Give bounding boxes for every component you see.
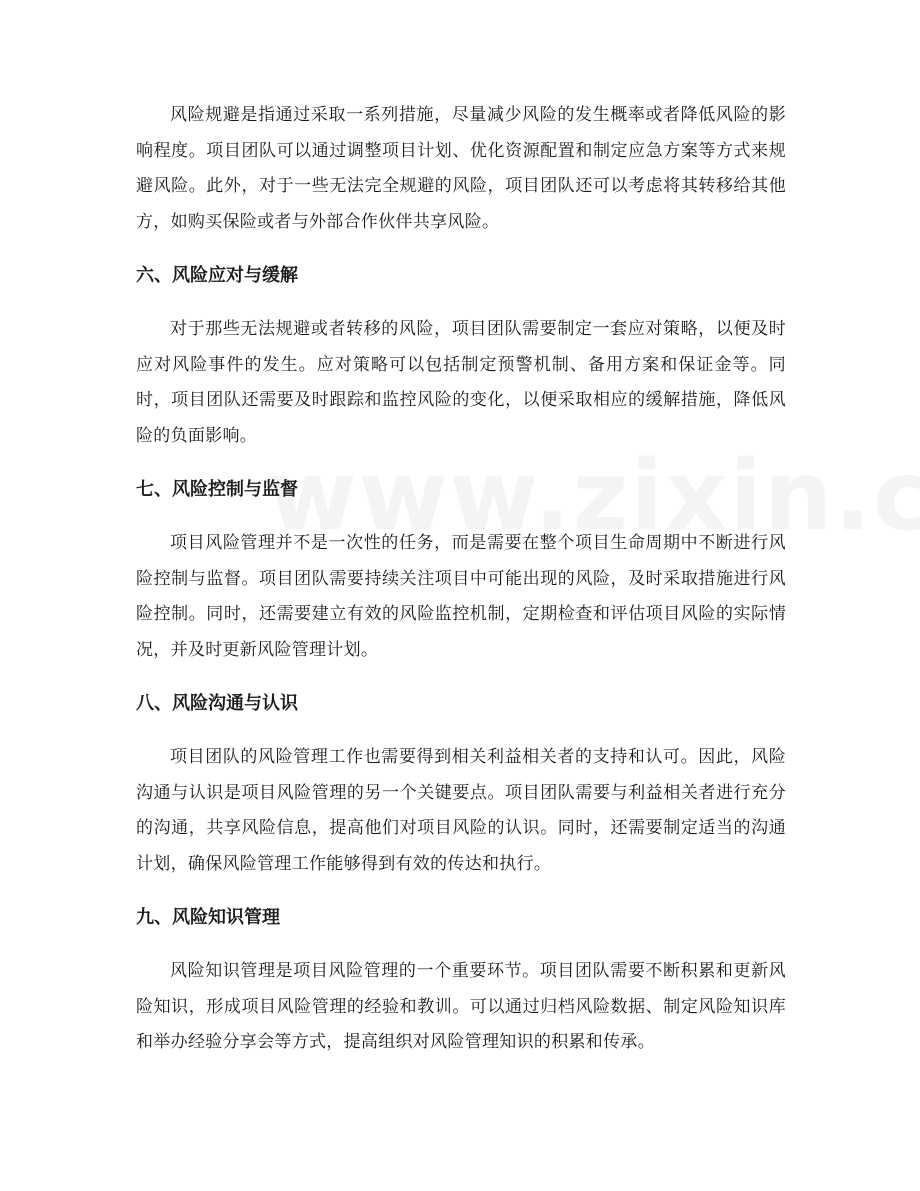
paragraph-risk-response: 对于那些无法规避或者转移的风险，项目团队需要制定一套应对策略，以便及时应对风险事件的发生。应对策略可以包括制定预警机制、备用方案和保证金等。同时，项目团队还需要及时跟踪和监控风险的变化，以便采取相应的缓解措施，降低风险的负面影响。 <box>136 319 786 446</box>
paragraph-risk-communication: 项目团队的风险管理工作也需要得到相关利益相关者的支持和认可。因此，风险沟通与认识是项目风险管理的另一个关键要点。项目团队需要与利益相关者进行充分的沟通，共享风险信息，提高他们对项目风险的认识。同时，还需要制定适当的沟通计划，确保风险管理工作能够得到有效的传达和执行。 <box>136 747 786 874</box>
heading-risk-knowledge: 九、风险知识管理 <box>136 907 280 928</box>
paragraph-risk-avoidance: 风险规避是指通过采取一系列措施，尽量减少风险的发生概率或者降低风险的影响程度。项目团队可以通过调整项目计划、优化资源配置和制定应急方案等方式来规避风险。此外，对于一些无法完全规避的风险，项目团队还可以考虑将其转移给其他方，如购买保险或者与外部合作伙伴共享风险。 <box>136 105 786 232</box>
paragraph-risk-control: 项目风险管理并不是一次性的任务，而是需要在整个项目生命周期中不断进行风险控制与监督。项目团队需要持续关注项目中可能出现的风险，及时采取措施进行风险控制。同时，还需要建立有效的风险监控机制，定期检查和评估项目风险的实际情况，并及时更新风险管理计划。 <box>136 533 786 660</box>
document-page <box>136 98 786 1061</box>
paragraph-risk-knowledge: 风险知识管理是项目风险管理的一个重要环节。项目团队需要不断积累和更新风险知识，形成项目风险管理的经验和教训。可以通过归档风险数据、制定风险知识库和举办经验分享会等方式，提高组织对风险管理知识的积累和传承。 <box>136 961 786 1052</box>
heading-risk-response: 六、风险应对与缓解 <box>136 265 298 286</box>
heading-risk-communication: 八、风险沟通与认识 <box>136 693 298 714</box>
heading-risk-control: 七、风险控制与监督 <box>136 479 298 500</box>
